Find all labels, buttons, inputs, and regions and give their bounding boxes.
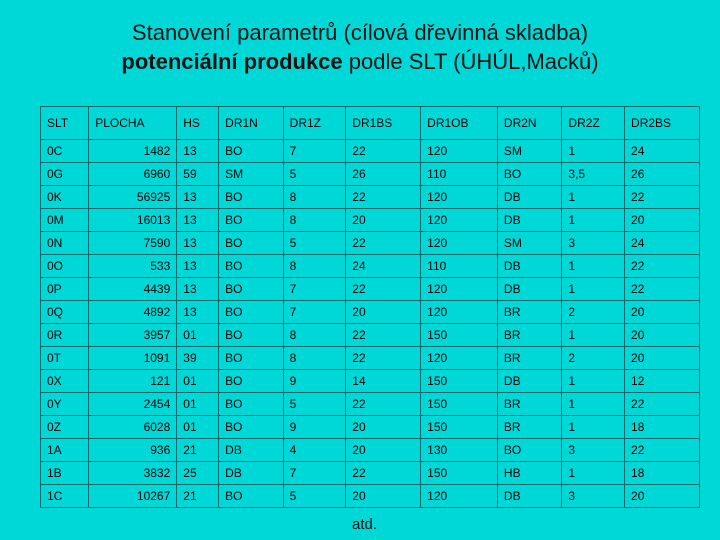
table-cell-dr1ob: 120 [421, 347, 498, 370]
table-cell-plocha: 533 [89, 255, 177, 278]
table-row [41, 439, 700, 462]
table-cell-dr1z: 8 [283, 347, 346, 370]
table-cell-dr1n: BO [219, 255, 284, 278]
table-row [41, 163, 700, 186]
table-cell-dr1n: BO [219, 209, 284, 232]
table-cell-slt: 0X [41, 370, 89, 393]
table-cell-dr2bs: 20 [625, 485, 700, 508]
table-cell-hs: 59 [177, 163, 219, 186]
table-cell-hs: 13 [177, 140, 219, 163]
table-cell-slt: 0G [41, 163, 89, 186]
table-cell-slt: 0K [41, 186, 89, 209]
table-cell-dr2bs: 20 [625, 301, 700, 324]
table-cell-dr1ob: 110 [421, 163, 498, 186]
table-cell-slt: 0Y [41, 393, 89, 416]
column-header-dr1ob: DR1OB [421, 107, 498, 140]
title-line-2-bold: potenciální produkce [121, 49, 343, 74]
table-cell-slt: 0R [41, 324, 89, 347]
table-cell-hs: 01 [177, 370, 219, 393]
table-cell-dr2n: BR [497, 324, 562, 347]
table-cell-dr2z: 1 [562, 370, 625, 393]
table-cell-hs: 13 [177, 209, 219, 232]
table-cell-dr1z: 5 [283, 393, 346, 416]
table-cell-plocha: 6960 [89, 163, 177, 186]
table-cell-dr2bs: 22 [625, 278, 700, 301]
table-cell-plocha: 3957 [89, 324, 177, 347]
table-cell-dr2bs: 22 [625, 255, 700, 278]
etc-note: atd. [352, 516, 378, 533]
table-cell-dr1ob: 150 [421, 324, 498, 347]
table-cell-dr1ob: 150 [421, 393, 498, 416]
table-cell-dr2z: 2 [562, 347, 625, 370]
table-cell-dr1z: 4 [283, 439, 346, 462]
table-cell-dr1bs: 20 [346, 485, 421, 508]
table-cell-dr2n: BR [497, 416, 562, 439]
table-cell-dr1ob: 120 [421, 278, 498, 301]
column-header-slt: SLT [41, 107, 89, 140]
table-cell-hs: 39 [177, 347, 219, 370]
table-cell-dr1ob: 150 [421, 416, 498, 439]
table-cell-hs: 01 [177, 393, 219, 416]
table-cell-dr2n: DB [497, 186, 562, 209]
table-cell-dr1bs: 20 [346, 416, 421, 439]
table-cell-dr1ob: 150 [421, 370, 498, 393]
column-header-dr2n: DR2N [497, 107, 562, 140]
table-cell-dr1ob: 120 [421, 209, 498, 232]
table-cell-dr1n: BO [219, 393, 284, 416]
table-cell-hs: 21 [177, 439, 219, 462]
table-cell-dr2z: 1 [562, 278, 625, 301]
title-line-1: Stanovení parametrů (cílová dřevinná skladba) [131, 20, 589, 45]
table-cell-dr2bs: 18 [625, 416, 700, 439]
table-cell-plocha: 121 [89, 370, 177, 393]
table-row [41, 370, 700, 393]
table-cell-slt: 0O [41, 255, 89, 278]
table-cell-dr1n: SM [219, 163, 284, 186]
table-cell-dr2bs: 12 [625, 370, 700, 393]
title-line-2-rest: podle SLT (ÚHÚL,Macků) [342, 49, 599, 74]
table-cell-dr2bs: 20 [625, 209, 700, 232]
table-cell-dr2bs: 20 [625, 324, 700, 347]
table-cell-hs: 13 [177, 301, 219, 324]
table-cell-slt: 0P [41, 278, 89, 301]
table-cell-dr2n: BR [497, 393, 562, 416]
table-cell-dr1n: BO [219, 347, 284, 370]
table-cell-plocha: 2454 [89, 393, 177, 416]
column-header-dr2z: DR2Z [562, 107, 625, 140]
table-cell-dr2z: 1 [562, 140, 625, 163]
table-cell-dr2bs: 24 [625, 140, 700, 163]
table-cell-dr1z: 5 [283, 485, 346, 508]
column-header-dr1z: DR1Z [283, 107, 346, 140]
table-cell-dr2n: DB [497, 278, 562, 301]
table-cell-dr2n: SM [497, 232, 562, 255]
table-cell-hs: 13 [177, 232, 219, 255]
table-cell-dr2n: BO [497, 163, 562, 186]
table-cell-dr1ob: 130 [421, 439, 498, 462]
table-cell-hs: 25 [177, 462, 219, 485]
table-cell-dr2bs: 18 [625, 462, 700, 485]
table-row [41, 416, 700, 439]
table-cell-dr2n: DB [497, 370, 562, 393]
table-cell-dr2bs: 22 [625, 393, 700, 416]
table-cell-dr1ob: 150 [421, 462, 498, 485]
table-cell-dr1ob: 110 [421, 255, 498, 278]
table-cell-dr1ob: 120 [421, 140, 498, 163]
table-cell-dr2n: HB [497, 462, 562, 485]
table-row [41, 485, 700, 508]
table-cell-dr1ob: 120 [421, 186, 498, 209]
table-cell-slt: 0Z [41, 416, 89, 439]
table-cell-hs: 13 [177, 186, 219, 209]
table-cell-dr1bs: 24 [346, 255, 421, 278]
table-cell-plocha: 10267 [89, 485, 177, 508]
table-cell-dr2z: 1 [562, 186, 625, 209]
table-cell-plocha: 4439 [89, 278, 177, 301]
table-cell-plocha: 4892 [89, 301, 177, 324]
title-line-2 [0, 47, 720, 76]
table-cell-slt: 0C [41, 140, 89, 163]
table-cell-dr2z: 1 [562, 416, 625, 439]
table-cell-dr1z: 8 [283, 255, 346, 278]
table-header-row [41, 107, 700, 140]
table-cell-hs: 01 [177, 416, 219, 439]
table-cell-plocha: 936 [89, 439, 177, 462]
table-cell-dr1n: BO [219, 370, 284, 393]
table-cell-dr1bs: 22 [346, 462, 421, 485]
table-cell-dr1z: 7 [283, 278, 346, 301]
table-cell-dr1bs: 22 [346, 140, 421, 163]
table-cell-dr2z: 3 [562, 232, 625, 255]
column-header-hs: HS [177, 107, 219, 140]
table-cell-dr2bs: 22 [625, 439, 700, 462]
table-cell-plocha: 7590 [89, 232, 177, 255]
table-cell-hs: 13 [177, 255, 219, 278]
table-cell-hs: 21 [177, 485, 219, 508]
table-cell-slt: 0Q [41, 301, 89, 324]
table-cell-dr1bs: 22 [346, 278, 421, 301]
table-row [41, 347, 700, 370]
table-cell-dr2bs: 24 [625, 232, 700, 255]
table-cell-dr1bs: 20 [346, 439, 421, 462]
table-cell-dr1n: BO [219, 485, 284, 508]
column-header-plocha: PLOCHA [89, 107, 177, 140]
table-cell-dr1n: DB [219, 439, 284, 462]
table-cell-dr2z: 1 [562, 255, 625, 278]
table-cell-hs: 13 [177, 278, 219, 301]
table-cell-dr1bs: 20 [346, 209, 421, 232]
table-cell-dr1bs: 22 [346, 324, 421, 347]
table-cell-dr1bs: 26 [346, 163, 421, 186]
table-row [41, 324, 700, 347]
table-row [41, 255, 700, 278]
table-cell-dr1z: 7 [283, 462, 346, 485]
table-cell-dr2z: 1 [562, 324, 625, 347]
table-cell-dr1z: 7 [283, 301, 346, 324]
table-cell-plocha: 1482 [89, 140, 177, 163]
table-cell-dr1n: BO [219, 140, 284, 163]
table-body [41, 140, 700, 508]
table-cell-slt: 1C [41, 485, 89, 508]
table-cell-slt: 0T [41, 347, 89, 370]
table-cell-dr1n: BO [219, 416, 284, 439]
table-cell-dr2z: 1 [562, 209, 625, 232]
table-row [41, 393, 700, 416]
table-cell-dr2bs: 26 [625, 163, 700, 186]
table-cell-dr1bs: 22 [346, 232, 421, 255]
column-header-dr1n: DR1N [219, 107, 284, 140]
table-cell-plocha: 3832 [89, 462, 177, 485]
table-cell-plocha: 6028 [89, 416, 177, 439]
table-row [41, 462, 700, 485]
table-cell-hs: 01 [177, 324, 219, 347]
table-cell-dr2z: 3 [562, 485, 625, 508]
table-row [41, 209, 700, 232]
table-cell-dr1bs: 14 [346, 370, 421, 393]
table-cell-slt: 0M [41, 209, 89, 232]
table-cell-dr1bs: 22 [346, 347, 421, 370]
table-cell-dr1z: 5 [283, 163, 346, 186]
table-cell-dr2n: DB [497, 209, 562, 232]
table-cell-dr2z: 1 [562, 393, 625, 416]
table-cell-dr1z: 8 [283, 209, 346, 232]
table-cell-dr1z: 8 [283, 186, 346, 209]
table-cell-dr1ob: 120 [421, 301, 498, 324]
table-cell-dr1z: 9 [283, 416, 346, 439]
table-row [41, 232, 700, 255]
table-cell-dr1bs: 22 [346, 186, 421, 209]
table-cell-dr2n: DB [497, 485, 562, 508]
table-cell-dr2n: BO [497, 439, 562, 462]
table-cell-dr1bs: 22 [346, 393, 421, 416]
table-cell-dr1ob: 120 [421, 232, 498, 255]
table-cell-dr2n: DB [497, 255, 562, 278]
column-header-dr1bs: DR1BS [346, 107, 421, 140]
table-cell-plocha: 1091 [89, 347, 177, 370]
table-cell-dr1n: BO [219, 301, 284, 324]
table-cell-plocha: 16013 [89, 209, 177, 232]
table-cell-dr2n: SM [497, 140, 562, 163]
slide-title [0, 18, 720, 76]
table-cell-dr1bs: 20 [346, 301, 421, 324]
table-cell-dr1n: DB [219, 462, 284, 485]
slt-parameters-table [40, 106, 700, 508]
table-cell-dr2z: 1 [562, 462, 625, 485]
column-header-dr2bs: DR2BS [625, 107, 700, 140]
table-row [41, 278, 700, 301]
table-cell-dr2z: 3 [562, 439, 625, 462]
table-cell-dr2n: BR [497, 347, 562, 370]
table-cell-dr2n: BR [497, 301, 562, 324]
table-cell-dr1n: BO [219, 278, 284, 301]
table-cell-dr1z: 7 [283, 140, 346, 163]
table-cell-dr2z: 2 [562, 301, 625, 324]
table-cell-dr1z: 5 [283, 232, 346, 255]
table-cell-dr2bs: 20 [625, 347, 700, 370]
table-cell-plocha: 56925 [89, 186, 177, 209]
table-cell-dr2z: 3,5 [562, 163, 625, 186]
table-cell-dr1n: BO [219, 324, 284, 347]
table-cell-dr1z: 8 [283, 324, 346, 347]
table-row [41, 186, 700, 209]
table-row [41, 140, 700, 163]
table-cell-dr2bs: 22 [625, 186, 700, 209]
table-row [41, 301, 700, 324]
table-cell-slt: 0N [41, 232, 89, 255]
table-cell-slt: 1B [41, 462, 89, 485]
table-cell-dr1n: BO [219, 232, 284, 255]
table-cell-slt: 1A [41, 439, 89, 462]
table-cell-dr1n: BO [219, 186, 284, 209]
table-cell-dr1z: 9 [283, 370, 346, 393]
table-cell-dr1ob: 120 [421, 485, 498, 508]
